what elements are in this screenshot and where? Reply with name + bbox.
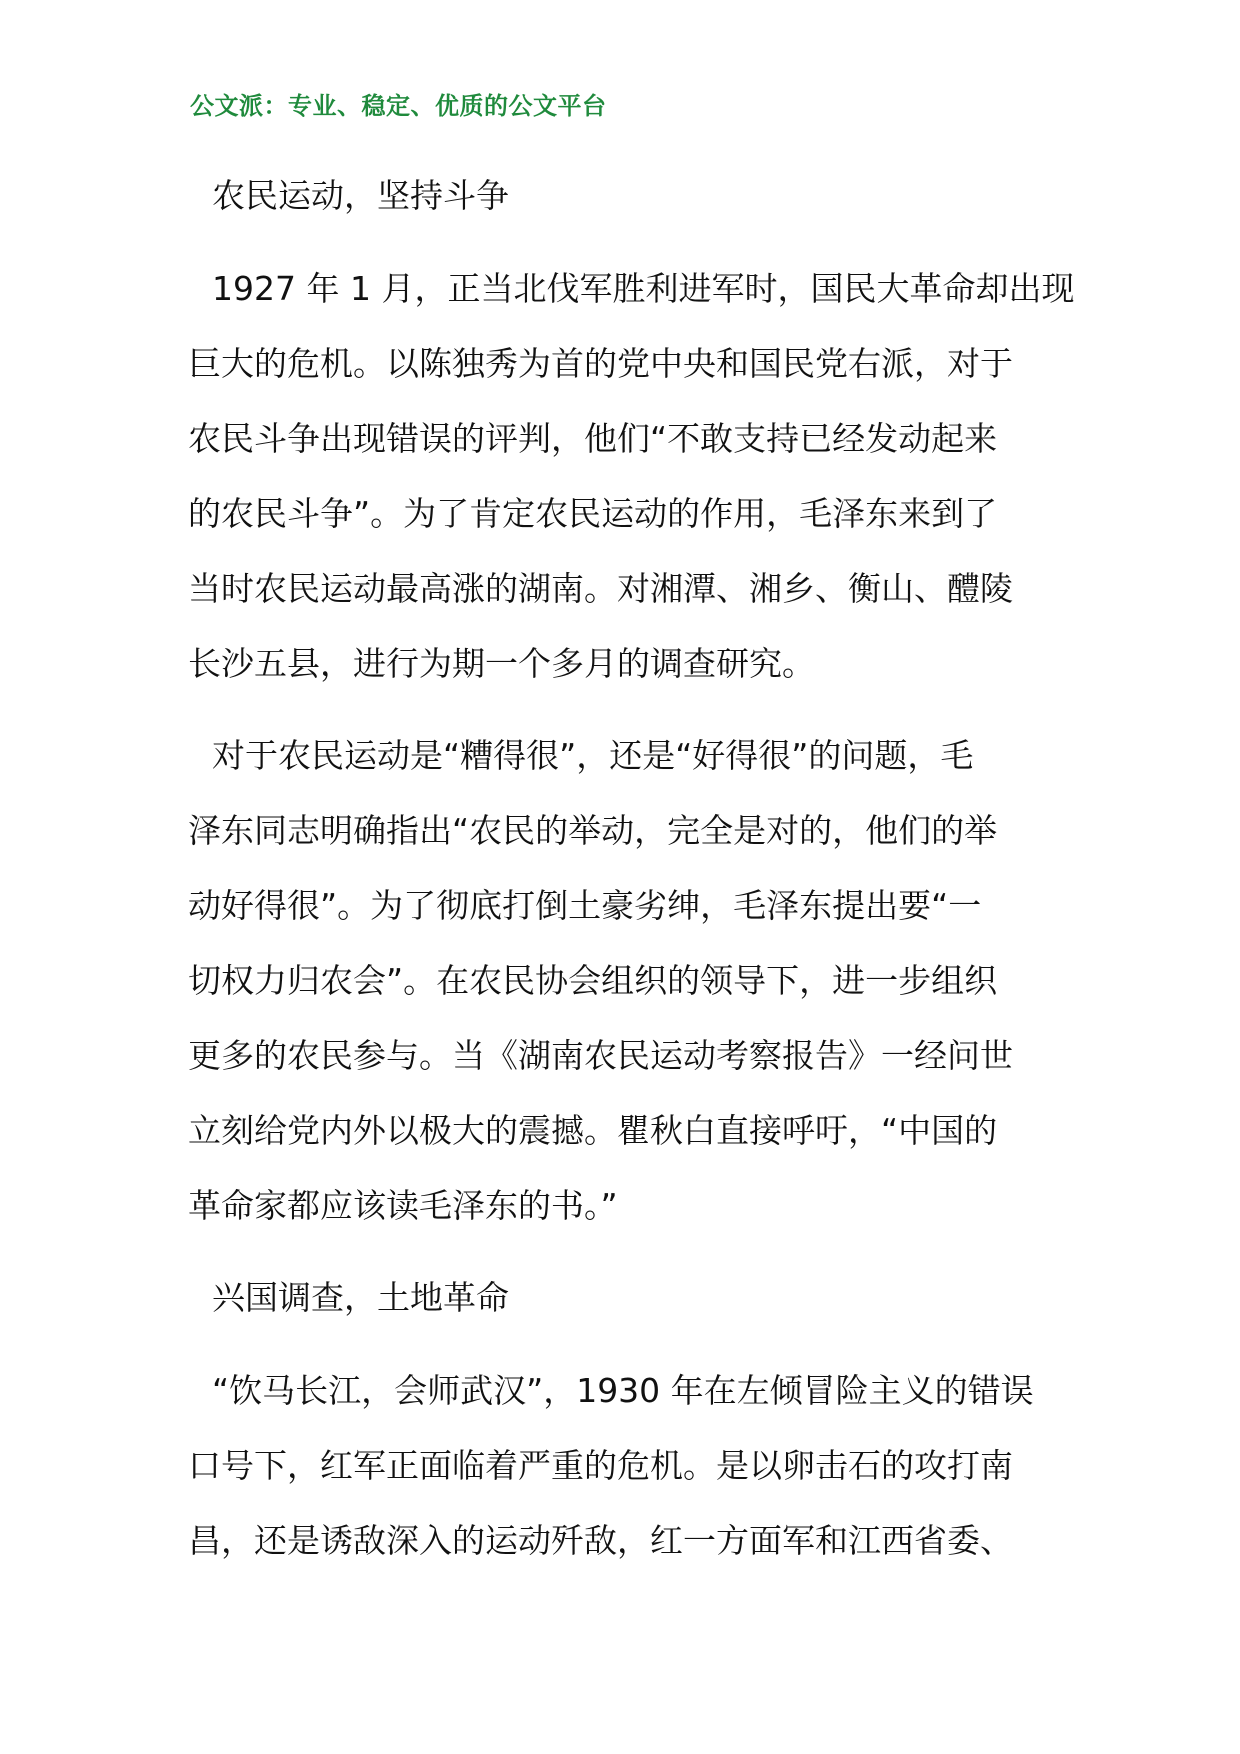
paragraph-line: 对于农民运动是“糟得很”，还是“好得很”的问题，毛 <box>212 736 974 775</box>
paragraph-line: 农民斗争出现错误的评判，他们“不敢支持已经发动起来 <box>188 419 998 458</box>
document-body <box>188 158 1075 1595</box>
paragraph-line: 立刻给党内外以极大的震撼。瞿秋白直接呼吁，“中国的 <box>188 1111 998 1150</box>
paragraph-1 <box>188 251 1075 701</box>
paragraph-line: 昌，还是诱敌深入的运动歼敌，红一方面军和江西省委、 <box>188 1521 1013 1560</box>
paragraph-line: 长沙五县，进行为期一个多月的调查研究。 <box>188 644 815 683</box>
paragraph-line: 巨大的危机。以陈独秀为首的党中央和国民党右派，对于 <box>188 344 1013 383</box>
paragraph-line: 更多的农民参与。当《湖南农民运动考察报告》一经问世 <box>188 1036 1013 1075</box>
paragraph-line: 动好得很”。为了彻底打倒土豪劣绅，毛泽东提出要“一 <box>188 886 982 925</box>
paragraph-line: 1927 年 1 月，正当北伐军胜利进军时，国民大革命却出现 <box>212 269 1075 308</box>
paragraph-line: “饮马长江，会师武汉”，1930 年在左倾冒险主义的错误 <box>212 1371 1034 1410</box>
paragraph-line: 的农民斗争”。为了肯定农民运动的作用，毛泽东来到了 <box>188 494 998 533</box>
paragraph-line: 泽东同志明确指出“农民的举动，完全是对的，他们的举 <box>188 811 998 850</box>
paragraph-2 <box>188 718 1058 1243</box>
paragraph-line: 切权力归农会”。在农民协会组织的领导下，进一步组织 <box>188 961 998 1000</box>
paragraph-line: 革命家都应该读毛泽东的书。” <box>188 1186 618 1225</box>
paragraph-line: 当时农民运动最高涨的湖南。对湘潭、湘乡、衡山、醴陵 <box>188 569 1013 608</box>
site-header: 公文派：专业、稳定、优质的公文平台 <box>190 91 607 120</box>
section-heading-1: 农民运动，坚持斗争 <box>212 176 509 215</box>
section-heading-2: 兴国调查，土地革命 <box>212 1278 509 1317</box>
paragraph-3 <box>188 1353 1058 1578</box>
paragraph-line: 口号下，红军正面临着严重的危机。是以卵击石的攻打南 <box>188 1446 1013 1485</box>
